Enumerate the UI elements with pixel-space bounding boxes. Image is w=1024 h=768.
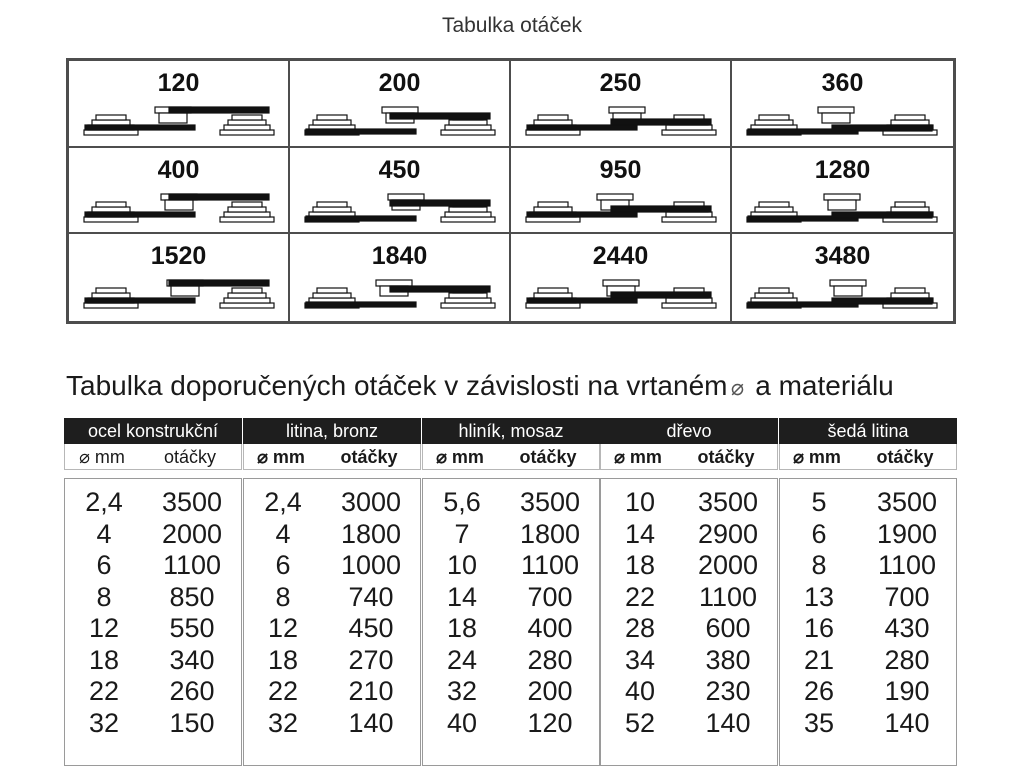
diameter-value: 6 (811, 518, 827, 549)
diameter-value: 10 (624, 487, 656, 517)
material-table-body (64, 478, 242, 766)
rpm-column-header: otáčky (876, 447, 934, 467)
rpm-value: 1100 (877, 550, 937, 580)
material-name: hliník, mosaz (422, 418, 600, 444)
rpm-value: 230 (705, 676, 751, 706)
material-table-body (422, 478, 600, 766)
table-row (601, 582, 777, 614)
table-row (65, 582, 241, 614)
rpm-value: 380 (705, 644, 751, 675)
speed-value: 450 (378, 155, 421, 184)
diameter-value: 2,4 (264, 487, 302, 517)
speed-cell (69, 234, 290, 321)
recommended-speeds-title-suffix: a materiálu (747, 370, 894, 401)
pulley-diagram (300, 274, 500, 314)
rpm-column-header: otáčky (163, 447, 217, 467)
recommended-speeds-title-text: Tabulka doporučených otáček v závislosti na vrtaném (66, 370, 728, 401)
material-table (64, 418, 242, 766)
diameter-value: 8 (811, 550, 827, 580)
column-header-row (600, 444, 778, 470)
diameter-value: 52 (624, 707, 656, 738)
rpm-value: 430 (884, 613, 930, 643)
table-row (601, 613, 777, 645)
table-row (423, 550, 599, 582)
column-header-row (64, 444, 242, 470)
speed-cell (290, 234, 511, 321)
diameter-column-header: ⌀ mm (793, 447, 841, 467)
rpm-value: 1900 (876, 518, 938, 549)
table-row (601, 676, 777, 708)
table-row (780, 550, 956, 582)
rpm-value: 190 (884, 676, 930, 706)
rpm-value: 210 (348, 676, 394, 706)
rpm-column-header: otáčky (697, 447, 755, 467)
speed-cell (290, 61, 511, 148)
table-row (780, 487, 956, 519)
table-row (780, 676, 956, 708)
diameter-value: 35 (803, 707, 835, 738)
speed-value: 360 (821, 69, 864, 97)
rpm-value: 700 (884, 581, 930, 612)
diameter-column-header: ⌀ mm (436, 447, 484, 467)
diameter-value: 7 (454, 518, 470, 549)
rpm-value: 600 (705, 613, 751, 643)
rpm-value: 140 (348, 707, 394, 738)
material-table (600, 418, 778, 766)
table-row (244, 550, 420, 582)
speed-cell (732, 61, 953, 148)
rpm-value: 1100 (698, 581, 758, 612)
diameter-value: 18 (88, 644, 120, 675)
rpm-value: 200 (527, 676, 573, 706)
speed-value: 250 (599, 69, 642, 97)
rpm-value: 3500 (519, 487, 581, 517)
speed-value: 1840 (371, 242, 428, 271)
material-table-body (779, 478, 957, 766)
speed-value: 2440 (592, 242, 649, 271)
material-name: šedá litina (779, 418, 957, 444)
diameter-value: 6 (275, 550, 291, 580)
diameter-value: 40 (624, 676, 656, 706)
rpm-value: 700 (527, 581, 573, 612)
diameter-value: 22 (267, 676, 299, 706)
rpm-column-header: otáčky (519, 447, 577, 467)
material-table-body (243, 478, 421, 766)
column-header-row (422, 444, 600, 470)
table-row (244, 487, 420, 519)
table-row (601, 645, 777, 677)
column-header-row (243, 444, 421, 470)
diameter-value: 5 (811, 487, 827, 517)
rpm-value: 3500 (161, 487, 223, 517)
diameter-column-header: ⌀ mm (614, 447, 662, 467)
rpm-value: 2900 (697, 518, 759, 549)
rpm-value: 450 (348, 613, 394, 643)
table-row (65, 550, 241, 582)
rpm-value: 1100 (162, 550, 222, 580)
diameter-value: 12 (88, 613, 120, 643)
pulley-diagram (79, 274, 279, 314)
diameter-value: 8 (275, 581, 291, 612)
diameter-value: 14 (446, 581, 478, 612)
table-row (423, 487, 599, 519)
table-row (780, 582, 956, 614)
belt-speed-grid (66, 58, 956, 324)
material-name: ocel konstrukční (64, 418, 242, 444)
diameter-value: 22 (624, 581, 656, 612)
table-row (423, 519, 599, 551)
diameter-value: 10 (446, 550, 478, 580)
speed-cell (69, 61, 290, 148)
rpm-value: 2000 (697, 550, 759, 580)
diameter-value: 16 (803, 613, 835, 643)
rpm-value: 1000 (340, 550, 402, 580)
diameter-value: 18 (624, 550, 656, 580)
table-row (65, 487, 241, 519)
table-row (423, 582, 599, 614)
table-row (244, 613, 420, 645)
table-row (244, 676, 420, 708)
table-row (65, 676, 241, 708)
diameter-value: 5,6 (443, 487, 481, 517)
table-row (780, 708, 956, 740)
diameter-value: 6 (96, 550, 112, 580)
rpm-value: 270 (348, 644, 394, 675)
diameter-value: 28 (624, 613, 656, 643)
pulley-diagram (521, 101, 721, 141)
diameter-value: 4 (96, 518, 112, 549)
table-row (244, 519, 420, 551)
rpm-value: 150 (169, 707, 215, 738)
diameter-value: 22 (88, 676, 120, 706)
rpm-value: 120 (527, 707, 573, 738)
material-table (243, 418, 421, 766)
table-row (780, 519, 956, 551)
pulley-diagram (300, 101, 500, 141)
recommended-speeds-title (66, 370, 894, 402)
pulley-diagram (742, 188, 942, 228)
speed-cell (511, 234, 732, 321)
rpm-value: 1800 (340, 518, 402, 549)
diameter-value: 40 (446, 707, 478, 738)
pulley-diagram (742, 274, 942, 314)
pulley-diagram (79, 101, 279, 141)
table-row (244, 708, 420, 740)
rpm-value: 3000 (340, 487, 402, 517)
table-row (780, 613, 956, 645)
speed-value: 1280 (814, 155, 871, 184)
table-row (601, 519, 777, 551)
rpm-value: 400 (527, 613, 573, 643)
diameter-value: 18 (267, 644, 299, 675)
rpm-value: 280 (884, 644, 930, 675)
rpm-column-header: otáčky (340, 447, 398, 467)
diameter-value: 13 (803, 581, 835, 612)
pulley-diagram (521, 188, 721, 228)
table-row (65, 519, 241, 551)
diameter-value: 18 (446, 613, 478, 643)
table-row (601, 708, 777, 740)
material-table-body (600, 478, 778, 766)
pulley-diagram (300, 188, 500, 228)
speed-value: 200 (378, 69, 421, 97)
rpm-value: 550 (169, 613, 215, 643)
table-row (601, 487, 777, 519)
speed-value: 950 (599, 155, 642, 184)
rpm-value: 140 (705, 707, 751, 738)
speed-cell (511, 148, 732, 235)
material-table (422, 418, 600, 766)
diameter-column-header: ⌀ mm (257, 447, 305, 467)
speed-cell (290, 148, 511, 235)
diameter-value: 2,4 (85, 487, 123, 517)
diameter-value: 26 (803, 676, 835, 706)
rpm-value: 2000 (161, 518, 223, 549)
diameter-value: 32 (88, 707, 120, 738)
material-table (779, 418, 957, 766)
table-row (65, 708, 241, 740)
table-row (244, 645, 420, 677)
pulley-diagram (79, 188, 279, 228)
diameter-value: 24 (446, 644, 478, 675)
speed-cell (732, 148, 953, 235)
speed-value: 120 (157, 69, 200, 97)
speed-value: 400 (157, 155, 200, 184)
material-name: dřevo (600, 418, 778, 444)
table-row (423, 645, 599, 677)
rpm-value: 740 (348, 581, 394, 612)
rpm-value: 140 (884, 707, 930, 738)
rpm-value: 3500 (697, 487, 759, 517)
rpm-value: 3500 (876, 487, 938, 517)
diameter-value: 12 (267, 613, 299, 643)
table-row (65, 645, 241, 677)
table-row (423, 676, 599, 708)
table-row (601, 550, 777, 582)
rpm-value: 1800 (519, 518, 581, 549)
table-row (780, 645, 956, 677)
rpm-value: 260 (169, 676, 215, 706)
table-row (244, 582, 420, 614)
diameter-column-header: ⌀ mm (79, 447, 125, 467)
speed-value: 1520 (150, 242, 207, 271)
diameter-value: 32 (267, 707, 299, 738)
speed-cell (511, 61, 732, 148)
diameter-value: 32 (446, 676, 478, 706)
rpm-value: 280 (527, 644, 573, 675)
table-row (423, 613, 599, 645)
pulley-diagram (742, 101, 942, 141)
speed-cell (732, 234, 953, 321)
table-row (65, 613, 241, 645)
diameter-value: 14 (624, 518, 656, 549)
column-header-row (779, 444, 957, 470)
diameter-value: 4 (275, 518, 291, 549)
rpm-value: 340 (169, 644, 215, 675)
diameter-value: 21 (803, 644, 835, 675)
material-name: litina, bronz (243, 418, 421, 444)
rpm-value: 850 (169, 581, 215, 612)
speed-value: 3480 (814, 242, 871, 271)
rpm-value: 1100 (520, 550, 580, 580)
diameter-value: 34 (624, 644, 656, 675)
table-row (423, 708, 599, 740)
diameter-symbol: ⌀ (730, 375, 745, 400)
diameter-value: 8 (96, 581, 112, 612)
pulley-diagram (521, 274, 721, 314)
speed-cell (69, 148, 290, 235)
page-title: Tabulka otáček (441, 14, 583, 37)
